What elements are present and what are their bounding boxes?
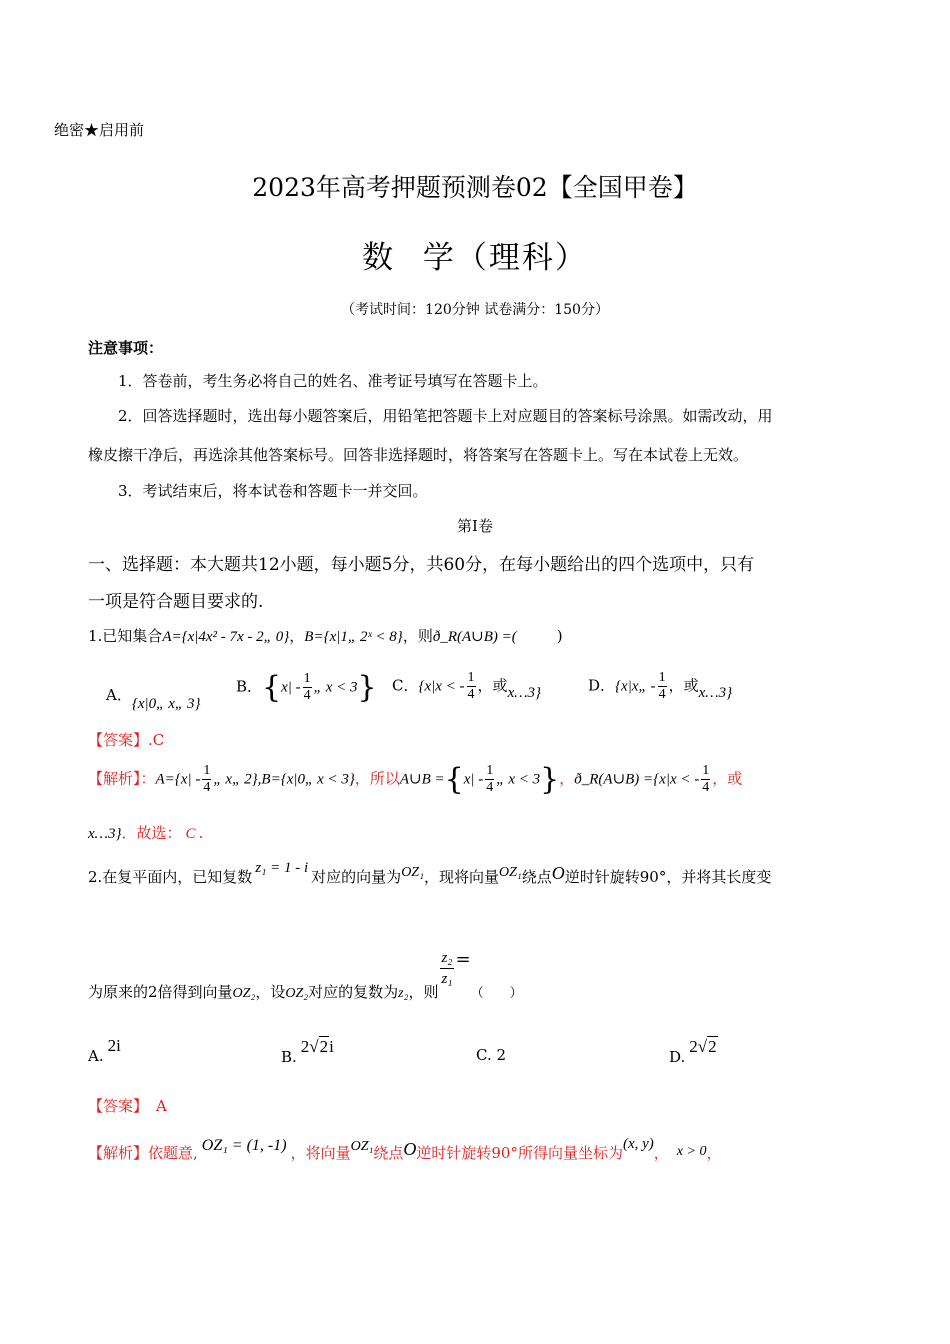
q1-analysis-line-2 <box>88 822 203 843</box>
q1-analysis-union-post: „ x < 3 <box>496 771 541 788</box>
q1-analysis-so: ，所以 <box>354 769 400 788</box>
q1-comma: ， <box>289 627 305 645</box>
q2-analysis-comma: ， <box>653 1144 669 1162</box>
q1-option-b-pre: x| - <box>281 679 301 696</box>
volume-label: 第Ⅰ卷 <box>457 517 493 535</box>
q1-analysis-comp-num: 1 <box>702 763 710 778</box>
question-2-line-2 <box>88 948 523 1001</box>
exam-title: 2023年高考押题预测卷02【全国甲卷】 <box>252 173 698 202</box>
q1-analysis-union-pre: A∪B = <box>399 771 445 788</box>
q2-stem-prefix: 2.在复平面内，已知复数 <box>88 868 253 886</box>
note-item-3: 3．考试结束后，将本试卷和答题卡一并交回。 <box>118 482 428 500</box>
q2-paren: （ ） <box>470 985 523 1001</box>
q1-analysis-line2-text: ．故选： <box>121 824 182 842</box>
q2-t2: ，现将向量 <box>423 868 499 886</box>
q1-option-d-den: 4 <box>658 687 666 702</box>
q1-option-c-den: 4 <box>467 687 475 702</box>
notes-heading: 注意事项： <box>88 339 164 357</box>
q1-analysis-a-pre: A={x| - <box>155 771 201 788</box>
exam-info: （考试时间：120分钟 试卷满分：150分） <box>341 302 609 318</box>
q1-option-c-num: 1 <box>467 670 475 685</box>
q2-analysis-t1: ，将向量 <box>290 1144 351 1162</box>
q2-option-b-i: i <box>329 1037 334 1056</box>
q1-option-c <box>392 670 541 703</box>
q1-option-d-num: 1 <box>658 670 666 685</box>
q2-option-b-coef: 2 <box>300 1037 310 1056</box>
q1-option-b-post: „ x < 3 <box>313 679 358 696</box>
q1-analysis-comp-pre: ð_R(A∪B) ={x|x < - <box>574 771 700 788</box>
section-intro-line-2: 一项是符合题目要求的. <box>88 592 264 612</box>
q1-option-a <box>106 684 201 712</box>
q1-analysis-label: 【解析】： <box>88 769 156 788</box>
q1-analysis-a-den: 4 <box>203 780 211 795</box>
q1-answer-value: .C <box>148 731 165 749</box>
q2-analysis-o: O <box>403 1139 417 1159</box>
q1-option-a-value: {x|0„ x„ 3} <box>131 696 201 712</box>
q2-line2-prefix: 为原来的2倍得到向量 <box>88 982 233 1001</box>
q1-option-b-label: B． <box>236 677 263 696</box>
q2-frac-num: z₂ <box>440 948 453 969</box>
q2-oz2: OZ₂ <box>232 985 256 1001</box>
q1-option-d-label: D． <box>588 676 616 695</box>
question-2-stem <box>88 860 772 887</box>
q1-analysis: 【解析】：A={x| - $\frac{1}{4}$ „ x„ 2},B={x|0„ x < 3}，所以A∪B ={x| - $\frac{1}{4}$ „ x < 3}，ð_R(A∪B) ={x|x < - $\frac{1}{4}$ ，或 <box>88 762 743 797</box>
q1-analysis-comp-den: 4 <box>702 780 710 795</box>
q2-option-d-coef: 2 <box>689 1037 698 1056</box>
q1-option-d-or: ，或 <box>668 676 699 695</box>
q1-option-d-pre: {x|x„ - <box>615 678 656 695</box>
q1-option-c-post: x…3} <box>507 684 542 701</box>
q1-analysis-union-den: 4 <box>486 780 494 795</box>
q1-analysis-a-num: 1 <box>203 763 211 778</box>
q2-option-d: D.2√2 <box>669 1037 717 1066</box>
q2-option-d-rad: 2 <box>708 1037 717 1056</box>
q2-oz1: OZ₁ <box>401 865 424 880</box>
q2-oz1-b: OZ₁ <box>498 865 522 880</box>
q1-option-d-post: x…3} <box>698 684 733 701</box>
q1-option-c-pre: {x|x < - <box>418 678 465 695</box>
q1-analysis-line2-end: . <box>198 824 204 842</box>
question-1-stem <box>88 625 563 646</box>
q2-option-a-value: 2i <box>107 1036 121 1055</box>
q1-analysis-union-mid: x| - <box>463 771 484 788</box>
q2-z1: z₁ = 1 - i <box>255 860 309 876</box>
q1-analysis-line2-math: x…3} <box>88 826 122 842</box>
q2-analysis-xpos: x > 0 <box>676 1144 707 1159</box>
confidential-label: 绝密★启用前 <box>54 121 145 139</box>
q2-option-d-label: D. <box>669 1048 686 1066</box>
q2-analysis <box>88 1136 722 1163</box>
q2-option-a <box>88 1036 121 1065</box>
q1-option-d <box>588 670 732 703</box>
section-intro-line-1: 一、选择题：本大题共12小题，每小题5分，共60分，在每小题给出的四个选项中，只有 <box>88 555 755 575</box>
q2-o: O <box>551 863 565 883</box>
q1-paren-close: ) <box>556 627 563 645</box>
q2-option-a-label: A. <box>88 1047 104 1065</box>
q1-then: ，则 <box>402 627 433 645</box>
q1-expr: ð_R(A∪B) =( <box>432 629 517 645</box>
q2-z2: z₂ <box>398 985 409 1001</box>
q2-l2t1: ，设 <box>255 982 286 1001</box>
q2-t1: 对应的向量为 <box>311 868 402 886</box>
q1-analysis-comma: ， <box>559 769 575 788</box>
q2-analysis-end: ， <box>706 1144 722 1162</box>
q1-option-b-num: 1 <box>303 671 311 686</box>
q2-option-b-rad: 2 <box>319 1037 329 1056</box>
q2-l2t3: ，则 <box>408 982 439 1001</box>
q1-option-a-label: A． <box>106 686 132 704</box>
q2-option-c: C. 2 <box>476 1046 507 1064</box>
q2-option-b: B.2√2i <box>281 1037 334 1066</box>
q2-option-b-label: B. <box>281 1048 297 1066</box>
q1-option-b-den: 4 <box>303 688 311 703</box>
q1-analysis-a-post: „ x„ 2},B={x|0„ x < 3} <box>213 771 355 788</box>
q2-analysis-xy: (x, y) <box>622 1136 654 1152</box>
q2-t4: 逆时针旋转90°，并将其长度变 <box>564 868 772 886</box>
q2-analysis-label: 【解析】依题意, <box>88 1144 198 1162</box>
q1-stem-prefix: 1.已知集合 <box>88 627 163 645</box>
q2-oz2-b: OZ₂ <box>285 985 309 1001</box>
q2-frac-den: z₁ <box>441 971 453 987</box>
q1-set-a: A={x|4x² - 7x - 2„ 0} <box>162 629 290 645</box>
q1-analysis-line2-choice: C <box>185 826 196 842</box>
q2-analysis-oz1: OZ₁ = (1, -1) <box>201 1137 287 1154</box>
q2-analysis-oz1-b: OZ₁ <box>350 1139 374 1154</box>
q2-t3: 绕点 <box>521 868 552 886</box>
q2-answer <box>88 1095 167 1116</box>
q2-eq: = <box>455 948 471 970</box>
note-item-2-line-1: 2．回答选择题时，选出每小题答案后，用铅笔把答题卡上对应题目的答案标号涂黑。如需改动，用 <box>118 407 773 425</box>
q2-analysis-t3: 逆时针旋转90°所得向量坐标为 <box>416 1144 623 1162</box>
q1-option-b: B．{x| - $\frac{1}{4}$ „ x < 3} <box>236 670 377 705</box>
q1-answer-label: 【答案】 <box>88 731 149 749</box>
note-item-1: 1．答卷前，考生务必将自己的姓名、准考证号填写在答题卡上。 <box>118 372 548 390</box>
q1-analysis-union-num: 1 <box>486 763 494 778</box>
q1-set-b: B={x|1„ 2ˣ < 8} <box>304 629 403 645</box>
q2-l2t2: 对应的复数为 <box>308 982 399 1001</box>
note-item-2-line-2: 橡皮擦干净后，再选涂其他答案标号。回答非选择题时，将答案写在答题卡上。写在本试卷上无效。 <box>88 446 749 464</box>
q1-option-c-label: C． <box>392 676 419 695</box>
q1-option-c-or: ，或 <box>477 676 508 695</box>
q1-analysis-or: ，或 <box>712 769 743 788</box>
q2-answer-value: A <box>156 1097 167 1115</box>
q2-answer-label: 【答案】 <box>88 1097 149 1115</box>
subject-title: 数 学（理科） <box>362 240 588 276</box>
q2-analysis-t2: 绕点 <box>373 1144 404 1162</box>
q1-answer <box>88 729 164 750</box>
